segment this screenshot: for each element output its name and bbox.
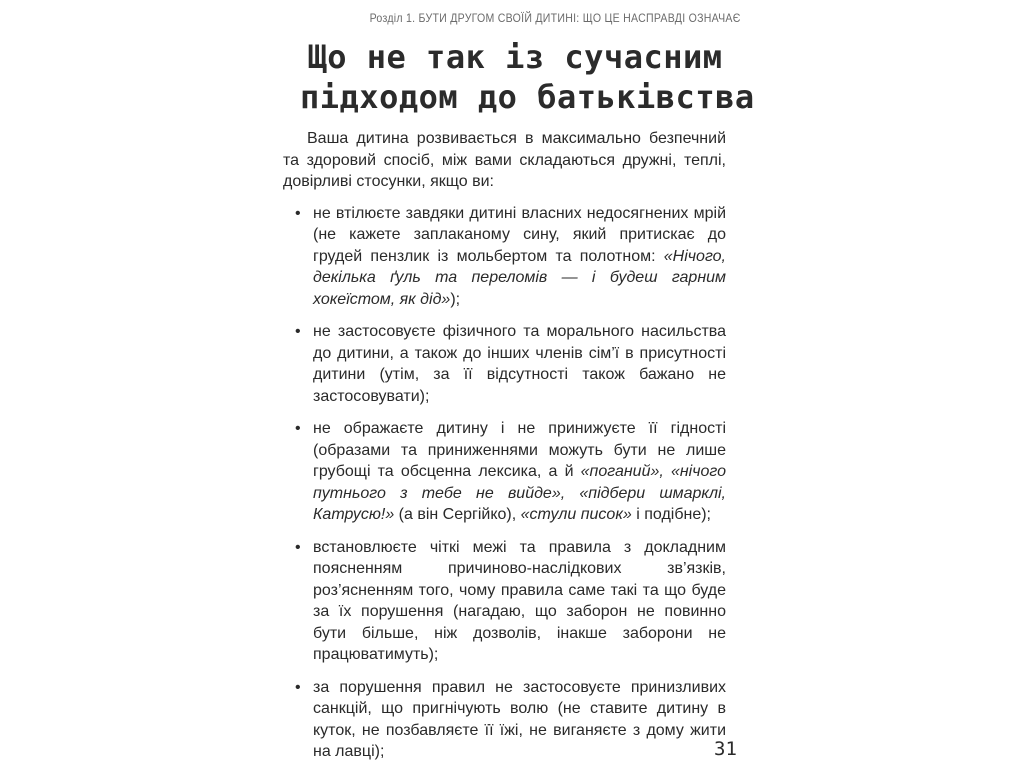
bullet-marker: •: [295, 323, 301, 340]
bullet-item-2: [283, 321, 726, 407]
bullet-text: за порушення правил не застосовуєте принизливих санкцій, що пригнічують волю (не ставите дитину в куток, не позбавляєте її їжі, не виганяєте з дому жити на лавці);: [313, 678, 726, 760]
bullet-item-3: [283, 418, 726, 526]
bullet-text: (а він Сергійко),: [394, 506, 521, 523]
body-text: [283, 128, 726, 774]
bullet-text: і подібне);: [631, 506, 711, 523]
intro-paragraph: Ваша дитина розвивається в максимально безпечний та здоровий спосіб, між вами складаються дружні, теплі, довірливі стосунки, якщо ви:: [283, 130, 726, 190]
bullet-marker: •: [295, 538, 301, 556]
bullet-list: [283, 203, 726, 763]
bullet-marker: •: [295, 204, 301, 222]
page-number: 31: [714, 738, 737, 760]
bullet-text: не втілюєте завдяки дитині власних недосягнених мрій (не кажете заплаканому сину, який притискає до грудей пензлик із мольбертом та полотном:: [313, 204, 726, 265]
chapter-title: [300, 37, 755, 117]
bullet-item-4: [283, 537, 726, 666]
bullet-quote: «стули писок»: [520, 506, 632, 523]
bullet-quote: «поганий», «нічого путнього з тебе не вийде», «підбери шмарклі, Катрусю!»: [313, 463, 727, 523]
bullet-item-1: [283, 203, 726, 311]
bullet-marker: •: [295, 678, 301, 696]
bullet-text: не застосовуєте фізичного та морального насильства до дитини, а також до інших членів сім’ї в присутності дитини (утім, за її відсутності також бажано не застосовувати);: [313, 323, 726, 405]
bullet-text: встановлюєте чіткі межі та правила з докладним поясненням причиново-наслідкових зв’язків, роз’ясненням того, чому правила саме такі та що буде за їх порушення (нагадаю, що заборон не повинно бути більше, ніж дозволів, інакше заборони не працюватимуть);: [313, 538, 726, 663]
chapter-title-line-2: підходом до батьківства: [300, 78, 755, 116]
bullet-text: );: [450, 290, 461, 308]
bullet-text: не ображаєте дитину і не принижуєте її гідності (образами та приниженнями можуть бути не лише грубощі та обсценна лексика, а й: [313, 420, 726, 480]
bullet-item-5: [283, 677, 726, 763]
chapter-title-line-1: Що не так із сучасним: [307, 38, 723, 76]
running-header: Розділ 1. БУТИ ДРУГОМ СВОЇЙ ДИТИНІ: ЩО ЦЕ НАСПРАВДІ ОЗНАЧАЄ: [370, 11, 741, 25]
bullet-marker: •: [295, 420, 301, 437]
bullet-quote: «Нічого, декілька ґуль та переломів — і будеш гарним хокеїстом, як дід»: [313, 247, 726, 308]
